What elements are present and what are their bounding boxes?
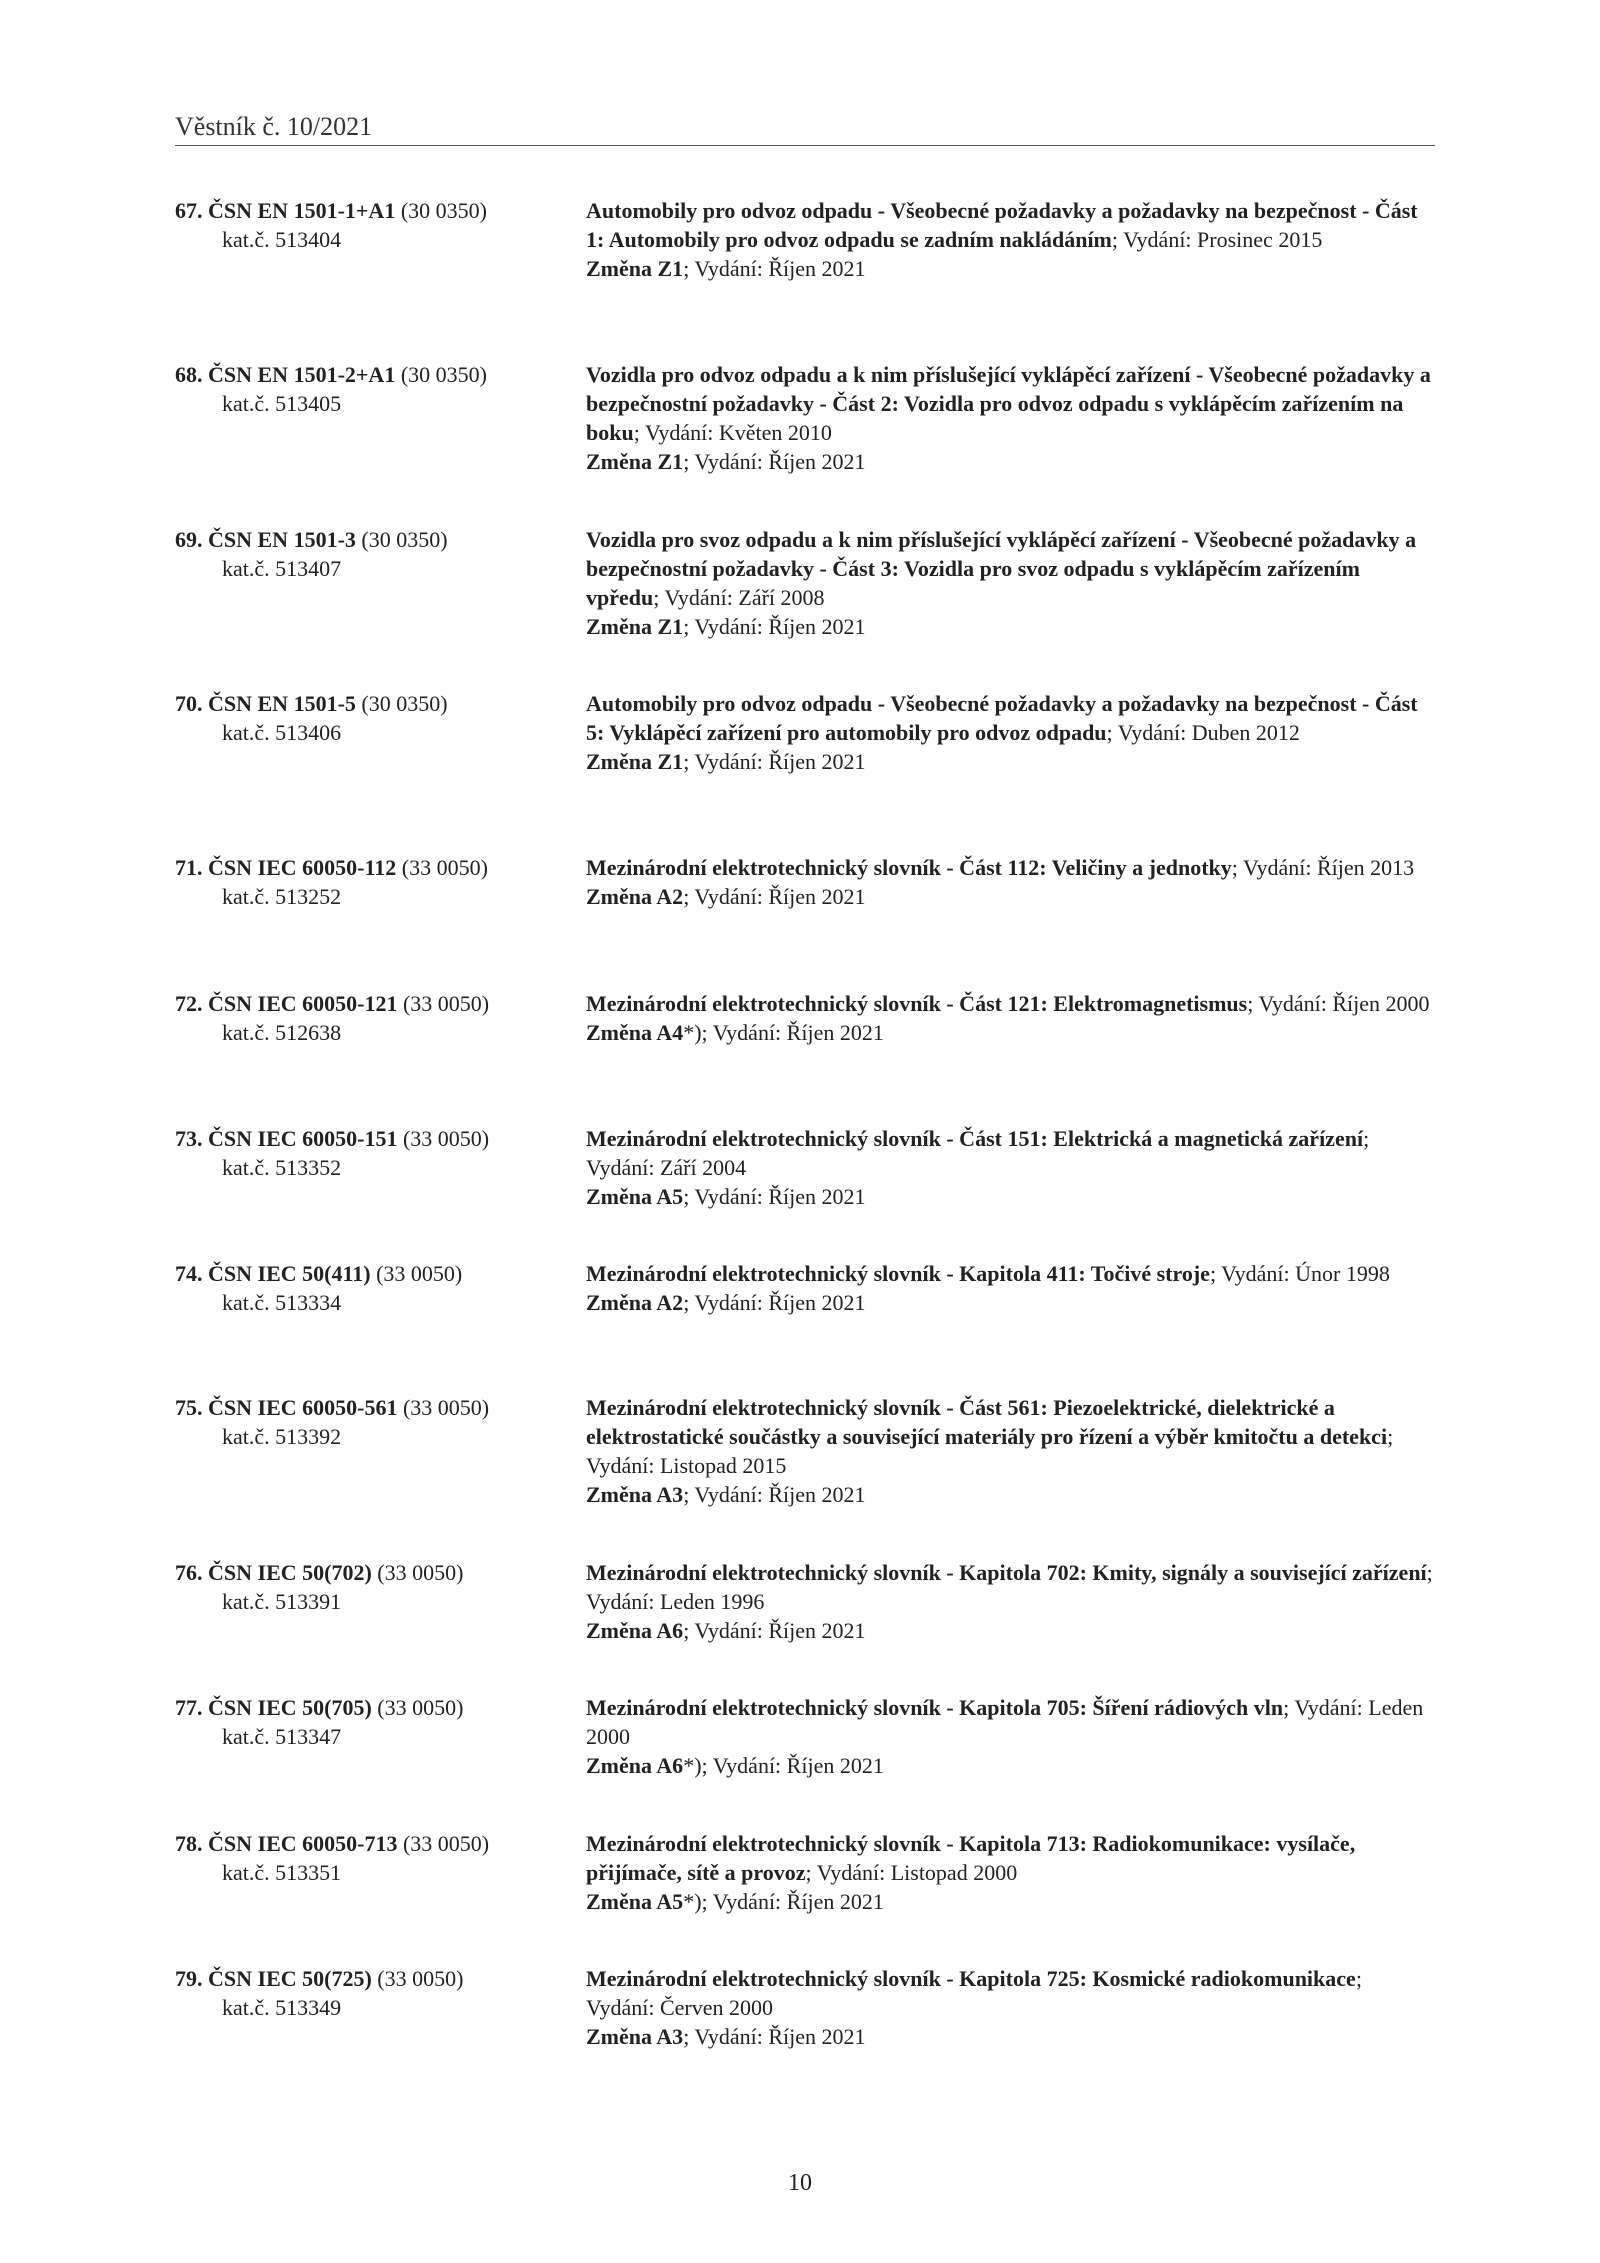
entry-number: 78. <box>175 1831 203 1856</box>
list-item <box>175 525 1435 641</box>
entry-number: 79. <box>175 1966 203 1991</box>
entry-change-issue: Vydání: Říjen 2021 <box>694 1482 866 1507</box>
entry-issue: Vydání: Prosinec 2015 <box>1123 227 1323 252</box>
entry-issue: Vydání: Leden 2000 <box>586 1695 1424 1749</box>
list-item <box>175 1964 1435 2051</box>
entry-code: ČSN EN 1501-1+A1 <box>208 198 396 223</box>
entry-code: ČSN IEC 60050-151 <box>208 1126 398 1151</box>
entry-title: Mezinárodní elektrotechnický slovník - Kapitola 713: Radiokomunikace: vysílače, přijímače, sítě a provoz <box>586 1831 1356 1885</box>
entry-change: Změna Z1 <box>586 614 684 639</box>
entry-description: Automobily pro odvoz odpadu - Všeobecné požadavky a požadavky na bezpečnost - Část 1: Automobily pro odvoz odpadu se zadním nakládáním; Vydání: Prosinec 2015 Změna Z1; Vydání: Říjen 2021 <box>586 198 1418 281</box>
entry-class-code: (30 0350) <box>361 691 448 716</box>
entry-change: Změna Z1 <box>586 749 684 774</box>
entry-code: ČSN IEC 60050-561 <box>208 1395 398 1420</box>
entry-change: Změna A4 <box>586 1020 684 1045</box>
entry-issue: Vydání: Únor 1998 <box>1221 1261 1390 1286</box>
entry-change-issue: Vydání: Říjen 2021 <box>694 614 866 639</box>
entry-title: Mezinárodní elektrotechnický slovník - Část 151: Elektrická a magnetická zařízení <box>586 1126 1364 1151</box>
entry-change-mark: *) <box>683 1889 702 1914</box>
entry-change: Změna Z1 <box>586 256 684 281</box>
entry-issue: Vydání: Listopad 2000 <box>816 1860 1018 1885</box>
list-item <box>175 1124 1435 1211</box>
entry-change: Změna A5 <box>586 1889 684 1914</box>
entry-code: ČSN EN 1501-2+A1 <box>208 362 396 387</box>
entry-number: 69. <box>175 527 203 552</box>
entry-title: Mezinárodní elektrotechnický slovník - Část 112: Veličiny a jednotky <box>586 855 1232 880</box>
entry-catalog-number: kat.č. 512638 <box>222 1020 342 1045</box>
entry-description: Mezinárodní elektrotechnický slovník - Kapitola 713: Radiokomunikace: vysílače, přijímače, sítě a provoz; Vydání: Listopad 2000 Změna A5*); Vydání: Říjen 2021 <box>586 1831 1356 1914</box>
entry-class-code: (33 0050) <box>377 1560 464 1585</box>
entry-description: Mezinárodní elektrotechnický slovník - Kapitola 411: Točivé stroje; Vydání: Únor 1998 Změna A2; Vydání: Říjen 2021 <box>586 1261 1390 1315</box>
entry-catalog-number: kat.č. 513349 <box>222 1995 342 2020</box>
entry-change: Změna Z1 <box>586 449 684 474</box>
list-item <box>175 1393 1435 1509</box>
entry-change: Změna A3 <box>586 1482 684 1507</box>
list-item <box>175 1259 1435 1317</box>
list-item <box>175 989 1435 1047</box>
entry-description: Mezinárodní elektrotechnický slovník - Kapitola 725: Kosmické radiokomunikace; Vydání: Červen 2000 Změna A3; Vydání: Říjen 2021 <box>586 1966 1362 2049</box>
entry-issue: Vydání: Září 2008 <box>664 585 825 610</box>
entry-change: Změna A2 <box>586 1290 684 1315</box>
entry-description: Automobily pro odvoz odpadu - Všeobecné požadavky a požadavky na bezpečnost - Část 5: Vyklápěcí zařízení pro automobily pro odvoz odpadu; Vydání: Duben 2012 Změna Z1; Vydání: Říjen 2021 <box>586 691 1418 774</box>
entry-catalog-number: kat.č. 513352 <box>222 1155 342 1180</box>
entry-change-issue: Vydání: Říjen 2021 <box>712 1753 884 1778</box>
entry-code: ČSN IEC 60050-713 <box>208 1831 398 1856</box>
entry-catalog-number: kat.č. 513405 <box>222 391 342 416</box>
entry-change-issue: Vydání: Říjen 2021 <box>712 1020 884 1045</box>
entry-catalog-number: kat.č. 513392 <box>222 1424 342 1449</box>
entry-description: Vozidla pro svoz odpadu a k nim příslušející vyklápěcí zařízení - Všeobecné požadavky a bezpečnostní požadavky - Část 3: Vozidla pro svoz odpadu s vyklápěcím zařízením vpředu; Vydání: Září 2008 Změna Z1; Vydání: Říjen 2021 <box>586 527 1417 639</box>
entry-number: 70. <box>175 691 203 716</box>
entry-description: Mezinárodní elektrotechnický slovník - Kapitola 705: Šíření rádiových vln; Vydání: Leden 2000 Změna A6*); Vydání: Říjen 2021 <box>586 1695 1424 1778</box>
entry-number: 73. <box>175 1126 203 1151</box>
entry-issue: Vydání: Červen 2000 <box>586 1995 773 2020</box>
entry-number: 71. <box>175 855 203 880</box>
entry-number: 72. <box>175 991 203 1016</box>
entry-code: ČSN IEC 60050-112 <box>208 855 397 880</box>
list-item <box>175 1558 1435 1645</box>
entry-code: ČSN EN 1501-5 <box>208 691 356 716</box>
entry-issue: Vydání: Květen 2010 <box>644 420 832 445</box>
entry-description: Vozidla pro odvoz odpadu a k nim příslušející vyklápěcí zařízení - Všeobecné požadavky a bezpečnostní požadavky - Část 2: Vozidla pro odvoz odpadu s vyklápěcím zařízením na boku; Vydání: Květen 2010 Změna Z1; Vydání: Říjen 2021 <box>586 362 1431 474</box>
list-item <box>175 196 1435 283</box>
entry-change: Změna A5 <box>586 1184 684 1209</box>
entry-issue: Vydání: Listopad 2015 <box>586 1453 787 1478</box>
entry-catalog-number: kat.č. 513407 <box>222 556 342 581</box>
entry-catalog-number: kat.č. 513406 <box>222 720 342 745</box>
entry-class-code: (30 0350) <box>400 362 487 387</box>
entry-issue: Vydání: Leden 1996 <box>586 1589 765 1614</box>
list-item <box>175 1693 1435 1780</box>
entry-class-code: (33 0050) <box>402 991 490 1016</box>
entry-issue: Vydání: Říjen 2013 <box>1243 855 1415 880</box>
entry-title: Mezinárodní elektrotechnický slovník - Část 121: Elektromagnetismus <box>586 991 1248 1016</box>
entry-catalog-number: kat.č. 513334 <box>222 1290 342 1315</box>
entry-description: Mezinárodní elektrotechnický slovník - Část 121: Elektromagnetismus; Vydání: Říjen 2000 Změna A4*); Vydání: Říjen 2021 <box>586 991 1430 1045</box>
entry-code: ČSN IEC 50(411) <box>208 1261 371 1286</box>
entry-number: 68. <box>175 362 203 387</box>
entry-description: Mezinárodní elektrotechnický slovník - Část 561: Piezoelektrické, dielektrické a elektrostatické součástky a související materiály pro řízení a výběr kmitočtu a detekci; Vydání: Listopad 2015 Změna A3; Vydání: Říjen 2021 <box>586 1395 1394 1507</box>
entry-catalog-number: kat.č. 513391 <box>222 1589 342 1614</box>
entry-change-mark: *) <box>683 1753 702 1778</box>
entry-title: Mezinárodní elektrotechnický slovník - Kapitola 411: Točivé stroje <box>586 1261 1210 1286</box>
entry-code: ČSN IEC 50(705) <box>208 1695 372 1720</box>
entry-change-issue: Vydání: Říjen 2021 <box>694 1184 866 1209</box>
entry-issue: Vydání: Říjen 2000 <box>1258 991 1430 1016</box>
entry-change-issue: Vydání: Říjen 2021 <box>712 1889 884 1914</box>
entry-change-issue: Vydání: Říjen 2021 <box>694 2024 866 2049</box>
entry-change: Změna A6 <box>586 1753 684 1778</box>
entry-class-code: (33 0050) <box>402 1126 490 1151</box>
entry-title: Mezinárodní elektrotechnický slovník - Kapitola 705: Šíření rádiových vln <box>586 1695 1284 1720</box>
entry-title: Vozidla pro odvoz odpadu a k nim příslušející vyklápěcí zařízení - Všeobecné požadavky a bezpečnostní požadavky - Část 2: Vozidla pro odvoz odpadu s vyklápěcím zařízením na boku <box>586 362 1431 445</box>
page-header-title: Věstník č. 10/2021 <box>175 112 373 141</box>
entry-issue: Vydání: Duben 2012 <box>1117 720 1300 745</box>
entry-description: Mezinárodní elektrotechnický slovník - Kapitola 702: Kmity, signály a související zařízení; Vydání: Leden 1996 Změna A6; Vydání: Říjen 2021 <box>586 1560 1433 1643</box>
entry-change: Změna A2 <box>586 884 684 909</box>
list-item <box>175 689 1435 776</box>
entry-catalog-number: kat.č. 513252 <box>222 884 342 909</box>
entry-code: ČSN IEC 50(702) <box>208 1560 372 1585</box>
entry-number: 74. <box>175 1261 203 1286</box>
entry-description: Mezinárodní elektrotechnický slovník - Část 112: Veličiny a jednotky; Vydání: Říjen 2013 Změna A2; Vydání: Říjen 2021 <box>586 855 1415 909</box>
entry-change-issue: Vydání: Říjen 2021 <box>694 1290 866 1315</box>
entry-code: ČSN EN 1501-3 <box>208 527 356 552</box>
entry-change-issue: Vydání: Říjen 2021 <box>694 449 866 474</box>
header-divider <box>175 145 1435 146</box>
entry-change-issue: Vydání: Říjen 2021 <box>694 1618 866 1643</box>
page-number: 10 <box>788 2170 812 2196</box>
entry-title: Automobily pro odvoz odpadu - Všeobecné požadavky a požadavky na bezpečnost - Část 5: Vyklápěcí zařízení pro automobily pro odvoz odpadu <box>586 691 1418 745</box>
entry-change: Změna A6 <box>586 1618 684 1643</box>
entry-issue: Vydání: Září 2004 <box>586 1155 747 1180</box>
entry-change-issue: Vydání: Říjen 2021 <box>694 256 866 281</box>
entry-title: Mezinárodní elektrotechnický slovník - Kapitola 725: Kosmické radiokomunikace <box>586 1966 1356 1991</box>
entry-title: Vozidla pro svoz odpadu a k nim příslušející vyklápěcí zařízení - Všeobecné požadavky a bezpečnostní požadavky - Část 3: Vozidla pro svoz odpadu s vyklápěcím zařízením vpředu <box>586 527 1417 610</box>
entry-number: 76. <box>175 1560 203 1585</box>
entry-catalog-number: kat.č. 513351 <box>222 1860 342 1885</box>
entry-class-code: (33 0050) <box>376 1261 463 1286</box>
entry-code: ČSN IEC 60050-121 <box>208 991 398 1016</box>
entry-change-mark: *) <box>683 1020 702 1045</box>
entry-change: Změna A3 <box>586 2024 684 2049</box>
entry-title: Automobily pro odvoz odpadu - Všeobecné požadavky a požadavky na bezpečnost - Část 1: Automobily pro odvoz odpadu se zadním nakládáním <box>586 198 1418 252</box>
entry-class-code: (33 0050) <box>402 1395 490 1420</box>
entry-description: Mezinárodní elektrotechnický slovník - Část 151: Elektrická a magnetická zařízení; Vydání: Září 2004 Změna A5; Vydání: Říjen 2021 <box>586 1126 1370 1209</box>
entry-title: Mezinárodní elektrotechnický slovník - Kapitola 702: Kmity, signály a související zařízení <box>586 1560 1427 1585</box>
list-item <box>175 360 1435 476</box>
entry-class-code: (33 0050) <box>401 855 488 880</box>
entry-number: 67. <box>175 198 203 223</box>
entry-catalog-number: kat.č. 513347 <box>222 1724 342 1749</box>
entry-class-code: (33 0050) <box>402 1831 490 1856</box>
entry-class-code: (30 0350) <box>400 198 487 223</box>
entry-class-code: (33 0050) <box>377 1695 464 1720</box>
entry-change-issue: Vydání: Říjen 2021 <box>694 884 866 909</box>
entry-class-code: (30 0350) <box>361 527 448 552</box>
entry-change-issue: Vydání: Říjen 2021 <box>694 749 866 774</box>
entry-code: ČSN IEC 50(725) <box>208 1966 372 1991</box>
entry-catalog-number: kat.č. 513404 <box>222 227 342 252</box>
list-item <box>175 1829 1435 1916</box>
list-item <box>175 853 1435 911</box>
entry-title: Mezinárodní elektrotechnický slovník - Část 561: Piezoelektrické, dielektrické a elektrostatické součástky a související materiály pro řízení a výběr kmitočtu a detekci <box>586 1395 1388 1449</box>
entry-number: 75. <box>175 1395 203 1420</box>
entry-class-code: (33 0050) <box>377 1966 464 1991</box>
entry-number: 77. <box>175 1695 203 1720</box>
